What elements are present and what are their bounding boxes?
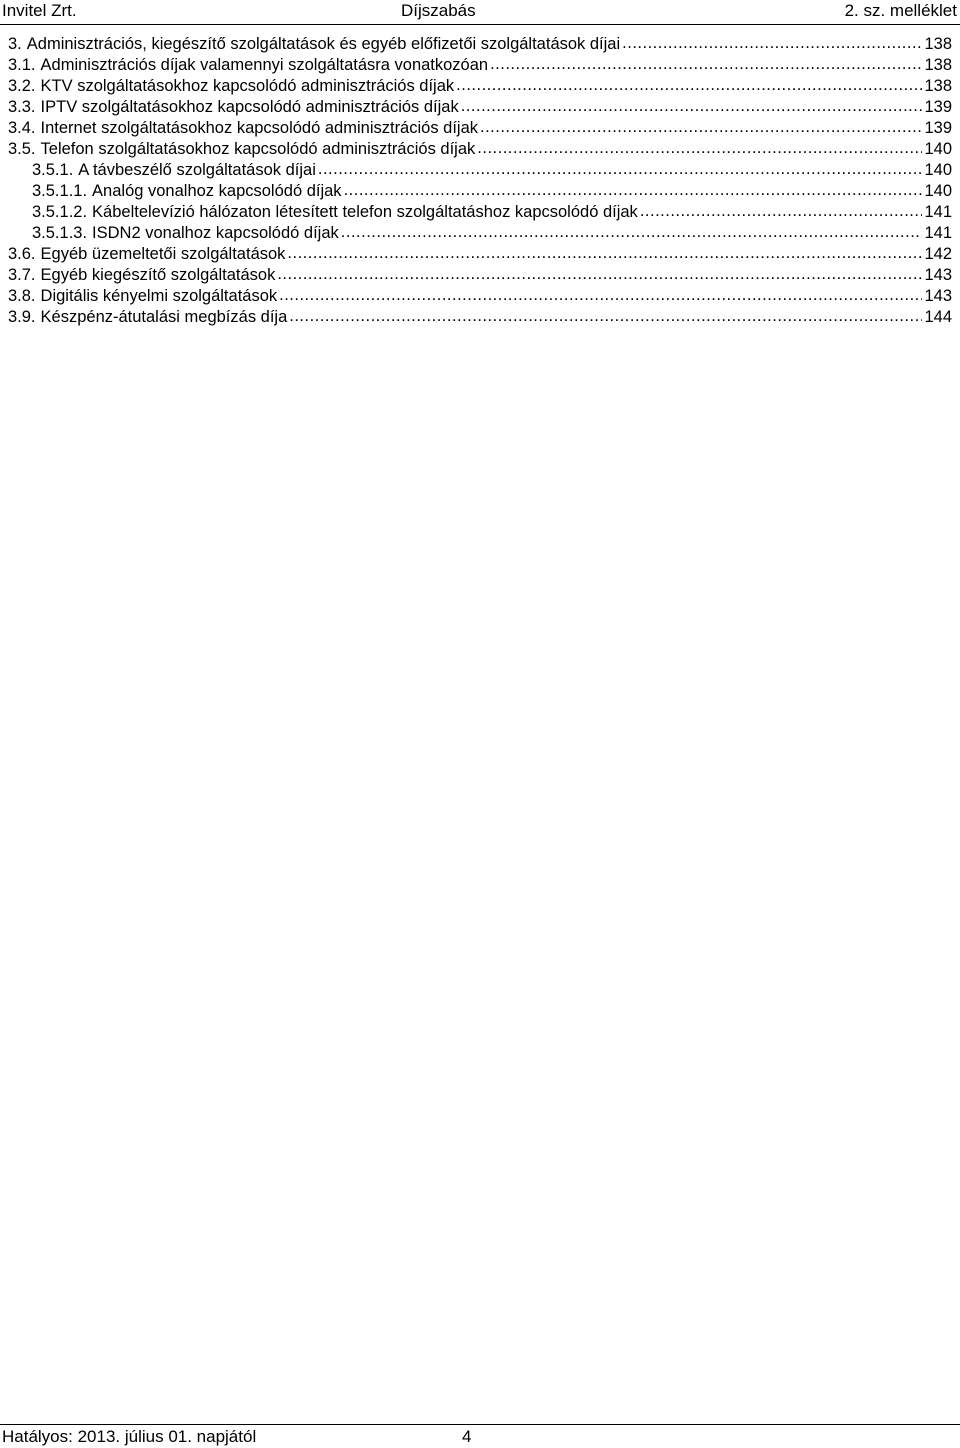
toc-entry[interactable] [8,76,960,97]
toc-entry-number: 3.5.1. [32,161,74,179]
toc-dot-leader [318,159,923,180]
toc-entry-page: 143 [924,266,952,284]
toc-entry[interactable] [8,202,960,223]
toc-entry-title: ISDN2 vonalhoz kapcsolódó díjak [92,224,339,242]
toc-entry-number: 3.2. [8,77,36,95]
header-annex-label: 2. sz. melléklet [844,1,957,20]
toc-entry-number: 3.4. [8,119,36,137]
toc-entry-page: 139 [924,119,952,137]
toc-dot-leader [640,201,923,222]
toc-dot-leader [344,180,923,201]
toc-entry[interactable] [8,181,960,202]
toc-entry[interactable] [8,139,960,160]
toc-entry-title: Digitális kényelmi szolgáltatások [40,287,278,305]
toc-entry-page: 143 [924,287,952,305]
toc-dot-leader [287,243,922,264]
header-document-title: Díjszabás [401,1,476,20]
toc-entry-title: Analóg vonalhoz kapcsolódó díjak [92,182,342,200]
toc-entry[interactable] [8,34,960,55]
toc-entry[interactable] [8,160,960,181]
toc-dot-leader [461,96,923,117]
toc-entry-number: 3.5. [8,140,36,158]
toc-dot-leader [279,285,922,306]
toc-entry-title: Készpénz-átutalási megbízás díja [40,308,288,326]
toc-entry-number: 3.9. [8,308,36,326]
toc-entry-number: 3.8. [8,287,36,305]
toc-entry-number: 3.5.1.2. [32,203,88,221]
toc-entry-number: 3. [8,35,22,53]
toc-entry-number: 3.1. [8,56,36,74]
toc-entry[interactable] [8,118,960,139]
toc-entry-page: 140 [924,140,952,158]
toc-entry[interactable] [8,265,960,286]
toc-entry-number: 3.5.1.3. [32,224,88,242]
toc-entry[interactable] [8,286,960,307]
toc-entry-number: 3.3. [8,98,36,116]
toc-dot-leader [341,222,923,243]
toc-entry-title: Egyéb üzemeltetői szolgáltatások [40,245,286,263]
toc-entry[interactable] [8,55,960,76]
toc-dot-leader [622,33,922,54]
footer-effective-date: Hatályos: 2013. július 01. napjától [2,1427,257,1446]
toc-entry-page: 144 [924,308,952,326]
toc-entry[interactable] [8,97,960,118]
toc-entry-page: 138 [924,56,952,74]
toc-entry-page: 140 [924,182,952,200]
toc-entry-title: Adminisztrációs, kiegészítő szolgáltatások és egyéb előfizetői szolgáltatások díjai [26,35,621,53]
toc-entry-title: A távbeszélő szolgáltatások díjai [78,161,316,179]
toc-entry-title: KTV szolgáltatásokhoz kapcsolódó adminisztrációs díjak [40,77,455,95]
header-company: Invitel Zrt. [2,1,77,20]
toc-entry[interactable] [8,244,960,265]
toc-dot-leader [490,54,922,75]
toc-entry[interactable] [8,223,960,244]
toc-entry-page: 141 [924,224,952,242]
toc-dot-leader [289,306,922,327]
toc-entry-title: Internet szolgáltatásokhoz kapcsolódó adminisztrációs díjak [40,119,479,137]
table-of-contents [8,34,960,328]
toc-entry-page: 138 [924,35,952,53]
toc-entry-page: 138 [924,77,952,95]
toc-entry-title: Telefon szolgáltatásokhoz kapcsolódó adminisztrációs díjak [40,140,476,158]
toc-entry-title: Adminisztrációs díjak valamennyi szolgáltatásra vonatkozóan [40,56,489,74]
toc-entry-page: 139 [924,98,952,116]
page-header [0,0,960,25]
toc-dot-leader [277,264,922,285]
toc-dot-leader [456,75,922,96]
toc-dot-leader [480,117,922,138]
toc-entry-page: 141 [924,203,952,221]
toc-entry-page: 140 [924,161,952,179]
toc-entry-number: 3.5.1.1. [32,182,88,200]
toc-entry-title: Kábeltelevízió hálózaton létesített telefon szolgáltatáshoz kapcsolódó díjak [92,203,638,221]
toc-entry[interactable] [8,307,960,328]
footer-page-number: 4 [462,1427,472,1446]
toc-entry-title: Egyéb kiegészítő szolgáltatások [40,266,276,284]
toc-entry-number: 3.6. [8,245,36,263]
toc-entry-number: 3.7. [8,266,36,284]
toc-entry-title: IPTV szolgáltatásokhoz kapcsolódó adminisztrációs díjak [40,98,459,116]
toc-dot-leader [477,138,922,159]
toc-entry-page: 142 [924,245,952,263]
page-footer [0,1424,960,1448]
